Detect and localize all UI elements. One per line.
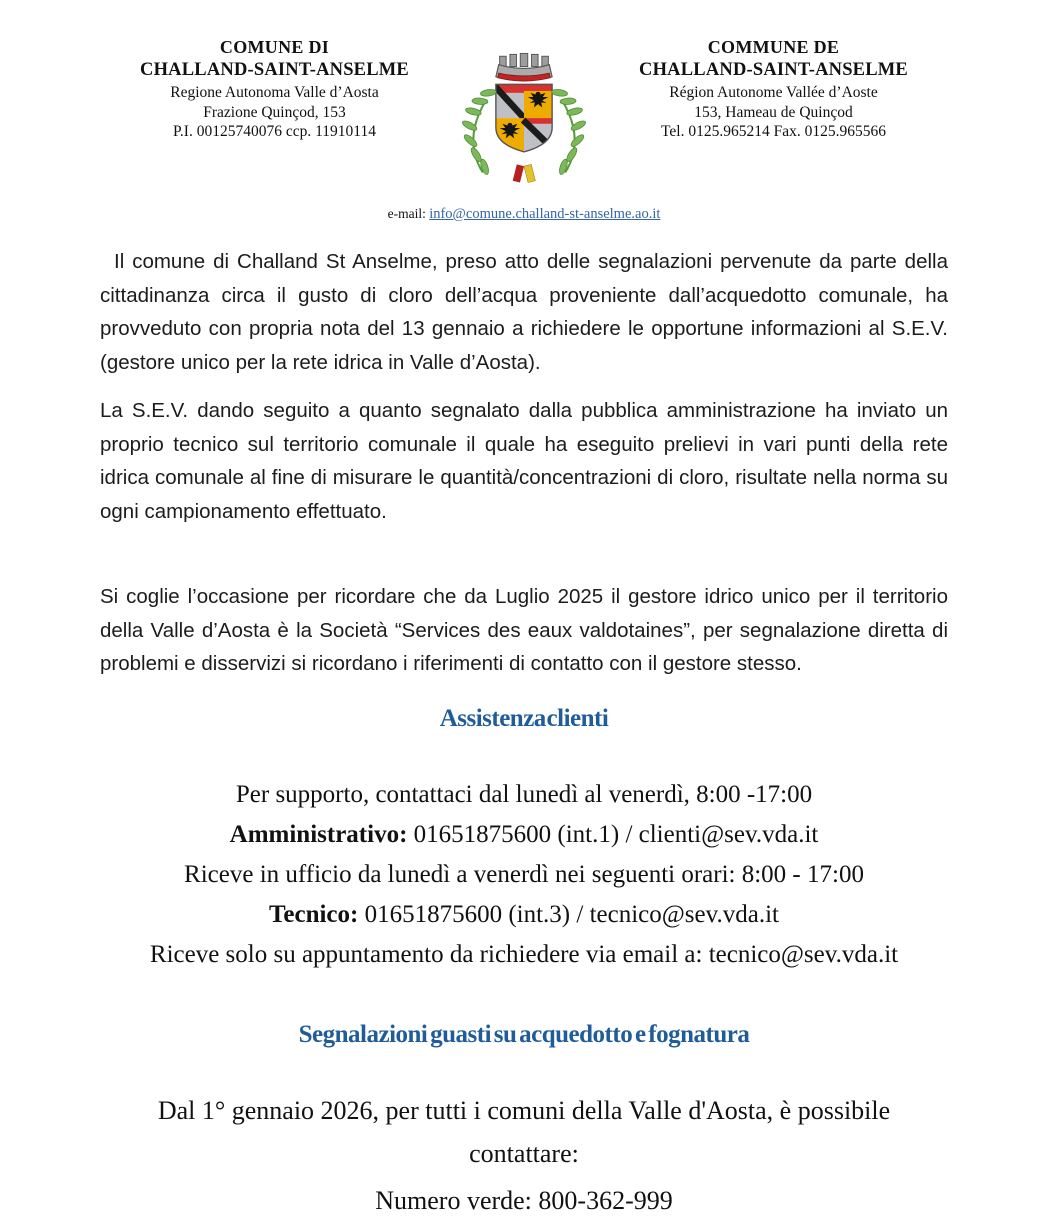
ribbon bbox=[513, 164, 536, 182]
region-label: Région Autonome Vallée d’Aoste bbox=[669, 83, 878, 101]
regione-label: Regione Autonoma Valle d’Aosta bbox=[170, 83, 379, 101]
shield-quarters bbox=[495, 84, 554, 155]
heading-segnalazioni-guasti: Segnalazioni guasti su acquedotto e fognatura bbox=[298, 1020, 750, 1048]
customer-support-block bbox=[100, 775, 948, 975]
support-hours-line: Per supporto, contattaci dal lunedì al venerdì, 8:00 -17:00 bbox=[235, 780, 813, 808]
from-2026-line: Dal 1° gennaio 2026, per tutti i comuni della Valle d'Aosta, è possibile contattare: bbox=[157, 1095, 891, 1168]
heading-assistenza-clienti: Assistenza clienti bbox=[439, 704, 609, 732]
address-fr: 153, Hameau de Quinçod bbox=[694, 103, 853, 121]
comune-name-it: CHALLAND-SAINT-ANSELME bbox=[140, 60, 409, 81]
paragraph-sev-inspection: La S.E.V. dando seguito a quanto segnalato dalla pubblica amministrazione ha inviato un proprio tecnico sul territorio comunale il quale ha eseguito prelievi in vari punti della rete idrica comunale al fine di misurare le quantità/concentrazioni di cloro, risultate nella norma su ogni campionamento effettuato. bbox=[100, 399, 948, 523]
email-label: e-mail: bbox=[387, 206, 426, 221]
coat-of-arms-icon bbox=[449, 44, 599, 196]
tecnico-line: Tecnico: 01651875600 (int.3) / tecnico@sev.vda.it bbox=[269, 900, 779, 928]
tel-fax: Tel. 0125.965214 Fax. 0125.965566 bbox=[661, 123, 886, 141]
email-link[interactable]: info@comune.challand-st-anselme.ao.it bbox=[429, 206, 661, 222]
letterhead-french bbox=[599, 36, 948, 142]
mural-crown bbox=[496, 53, 552, 81]
paragraph-sev-reminder: Si coglie l’occasione per ricordare che da Luglio 2025 il gestore idrico unico per il territorio della Valle d’Aosta è la Società “Services des eaux valdotaines”, per segnalazione diretta di problemi e disservizi si ricordano i riferimenti di contatto con il gestore stesso. bbox=[100, 585, 948, 675]
commune-name-fr: CHALLAND-SAINT-ANSELME bbox=[639, 60, 908, 81]
toll-free-block bbox=[100, 1089, 948, 1222]
letterhead-italian bbox=[100, 36, 449, 142]
piva-ccp: P.I. 00125740076 ccp. 11910114 bbox=[173, 123, 376, 141]
address-it: Frazione Quinçod, 153 bbox=[203, 103, 346, 121]
letterhead bbox=[100, 36, 948, 196]
comune-di-label: COMUNE DI bbox=[219, 37, 330, 57]
office-hours-line: Riceve in ufficio da lunedì a venerdì nei seguenti orari: 8:00 - 17:00 bbox=[184, 860, 864, 888]
amministrativo-line: Amministrativo: 01651875600 (int.1) / clienti@sev.vda.it bbox=[229, 820, 819, 848]
paragraph-chlorine-report: Il comune di Challand St Anselme, preso atto delle segnalazioni pervenute da parte della cittadinanza circa il gusto di cloro dell’acqua proveniente dall’acquedotto comunale, ha provveduto con propria nota del 13 gennaio a richiedere le opportune informazioni al S.E.V. (gestore unico per la rete idrica in Valle d’Aosta). bbox=[100, 250, 948, 374]
numero-verde-line: Numero verde: 800-362-999 bbox=[375, 1185, 673, 1215]
appointment-line: Riceve solo su appuntamento da richiedere via email a: tecnico@sev.vda.it bbox=[149, 940, 899, 968]
email-line bbox=[100, 206, 948, 223]
commune-de-label: COMMUNE DE bbox=[707, 37, 840, 57]
